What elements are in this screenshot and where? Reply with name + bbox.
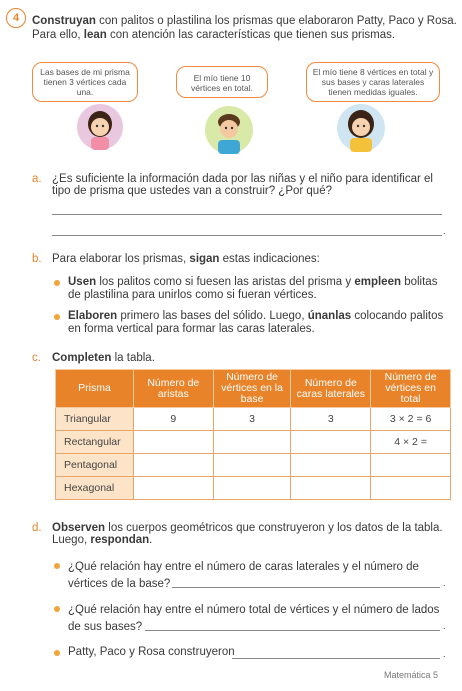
table-row — [56, 408, 451, 431]
item-b-bullet-2 — [68, 310, 448, 336]
instruction-line1: con palitos o plastilina los prismas que elaboraron Patty, Paco y Rosa. — [95, 15, 457, 27]
item-d-letter: d. — [32, 522, 42, 534]
item-a-question: ¿Es suficiente la información dada por las niñas y el niño para identificar el tipo de prisma que ustedes van a construir? ¿Por qué? — [52, 173, 433, 197]
bullet1-text2: bolitas de plastilina para unirlos como si fueran vértices. — [68, 276, 438, 301]
answer-line-q3[interactable] — [232, 658, 440, 659]
table-row — [56, 431, 451, 454]
line-end-dot: . — [443, 226, 446, 236]
question-1-line2: vértices de la base? — [68, 578, 171, 590]
activity-instructions — [32, 14, 457, 42]
item-b-bullet-1 — [68, 276, 448, 302]
header-vertices-base: Número de vértices en la base — [213, 370, 291, 408]
header-caras-laterales: Número de caras laterales — [291, 370, 371, 408]
table-row — [56, 477, 451, 500]
item-c-post: la tabla. — [111, 352, 155, 364]
verb-completen: Completen — [52, 352, 112, 364]
cell-vertices-total[interactable] — [371, 454, 451, 477]
bullet1-text1: los palitos como si fuesen las aristas del prisma y — [96, 276, 355, 288]
line-end-dot: . — [443, 578, 446, 588]
question-1-line1: ¿Qué relación hay entre el número de caras laterales y el número de — [68, 561, 419, 573]
cell-prism-name: Rectangular — [56, 431, 134, 454]
item-d-text3: . — [149, 534, 153, 546]
answer-line-q1[interactable] — [172, 587, 440, 588]
verb-construyan: Construyan — [32, 15, 96, 27]
answer-line-a2[interactable] — [52, 235, 442, 236]
bullet2-text1: primero las bases del sólido. Luego, — [117, 310, 308, 322]
line-end-dot: . — [443, 621, 446, 631]
bubble-rosa: El mío tiene 8 vértices en total y sus bases y caras laterales tienen medidas iguales. — [306, 62, 440, 102]
header-vertices-total: Número de vértices en total — [371, 370, 451, 408]
verb-sigan: sigan — [189, 253, 220, 265]
verb-elaboren: Elaboren — [68, 310, 118, 322]
page-footer: Matemática 5 — [384, 670, 439, 680]
answer-line-a1[interactable] — [52, 214, 442, 215]
table-row — [56, 454, 451, 477]
cell-caras-laterales[interactable]: 3 — [291, 408, 371, 431]
item-c-letter: c. — [32, 352, 41, 364]
cell-vertices-base[interactable] — [213, 431, 291, 454]
cell-vertices-base[interactable] — [213, 477, 291, 500]
item-d-instruction — [52, 522, 447, 546]
cell-vertices-total[interactable]: 4 × 2 = — [371, 431, 451, 454]
cell-caras-laterales[interactable] — [291, 431, 371, 454]
item-c-instruction — [52, 352, 155, 364]
prism-table — [55, 369, 451, 500]
cell-prism-name: Pentagonal — [56, 454, 134, 477]
item-d-text2: Luego, — [52, 534, 91, 546]
question-2-line2: de sus bases? — [68, 621, 143, 633]
bullet-dot — [54, 606, 60, 612]
verb-unanlas: únanlas — [307, 310, 352, 322]
instruction-line2-post: con atención las características que tienen sus prismas. — [106, 29, 396, 41]
cell-vertices-total[interactable] — [371, 477, 451, 500]
cell-aristas[interactable]: 9 — [133, 408, 213, 431]
bullet-dot — [54, 563, 60, 569]
item-d-text1: los cuerpos geométricos que construyeron y los datos de la tabla. — [105, 522, 443, 534]
girl-avatar-patty-icon — [76, 102, 124, 152]
bubble-paco: El mío tiene 10 vértices en total. — [176, 66, 268, 98]
instruction-line2-pre: Para ello, — [32, 29, 84, 41]
verb-usen: Usen — [68, 276, 97, 288]
header-prisma: Prisma — [56, 370, 134, 408]
cell-vertices-total[interactable]: 3 × 2 = 6 — [371, 408, 451, 431]
verb-observen: Observen — [52, 522, 106, 534]
answer-line-q2[interactable] — [145, 630, 440, 631]
question-2-line1: ¿Qué relación hay entre el número total de vértices y el número de lados — [68, 604, 440, 616]
item-b-pre: Para elaborar los prismas, — [52, 253, 190, 265]
bullet-dot — [54, 314, 60, 320]
cell-aristas[interactable] — [133, 454, 213, 477]
item-a-letter: a. — [32, 173, 42, 185]
girl-avatar-rosa-icon — [336, 102, 386, 154]
bullet-dot — [54, 280, 60, 286]
verb-empleen: empleen — [354, 276, 402, 288]
cell-prism-name: Triangular — [56, 408, 134, 431]
question-3: Patty, Paco y Rosa construyeron — [68, 646, 235, 658]
cell-aristas[interactable] — [133, 431, 213, 454]
bullet-dot — [54, 650, 60, 656]
cell-caras-laterales[interactable] — [291, 454, 371, 477]
cell-vertices-base[interactable]: 3 — [213, 408, 291, 431]
header-aristas: Número de aristas — [133, 370, 213, 408]
bubble-patty: Las bases de mi prisma tienen 3 vértices cada una. — [32, 62, 138, 102]
item-b-intro — [52, 253, 320, 265]
cell-aristas[interactable] — [133, 477, 213, 500]
bullet2-text2: colocando palitos en forma vertical para formar las caras laterales. — [68, 310, 444, 335]
line-end-dot: . — [443, 649, 446, 659]
activity-number-badge: 4 — [6, 8, 26, 28]
item-b-letter: b. — [32, 253, 42, 265]
item-b-post: estas indicaciones: — [219, 253, 320, 265]
boy-avatar-paco-icon — [204, 104, 254, 156]
cell-caras-laterales[interactable] — [291, 477, 371, 500]
cell-prism-name: Hexagonal — [56, 477, 134, 500]
verb-respondan: respondan — [90, 534, 150, 546]
verb-lean: lean — [83, 29, 107, 41]
table-header-row — [56, 370, 451, 408]
cell-vertices-base[interactable] — [213, 454, 291, 477]
